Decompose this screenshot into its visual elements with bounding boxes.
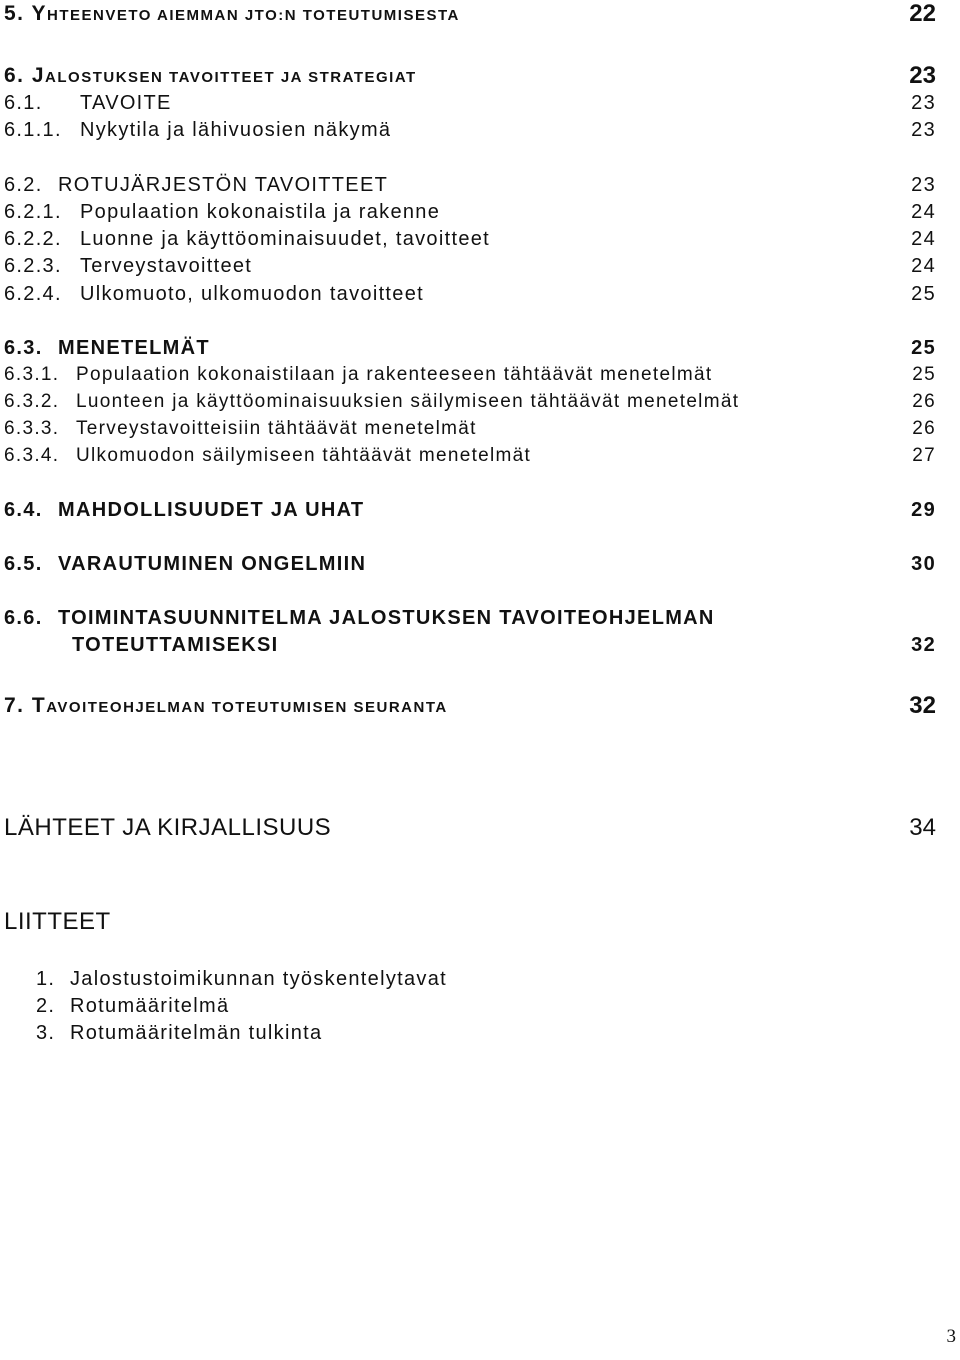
appendix-item	[0, 1019, 960, 1047]
toc-entry-6-3-1	[0, 361, 960, 389]
toc-entry-title: Luonteen ja käyttöominaisuuksien säilymiseen tähtäävät menetelmät	[76, 391, 740, 412]
toc-entry-6-3-3	[0, 415, 960, 443]
toc-entry-page: 26	[912, 418, 936, 439]
toc-entry-6-3-2	[0, 388, 960, 416]
toc-entry-6-6	[0, 604, 960, 632]
toc-entry-title: MENETELMÄT	[58, 337, 210, 359]
toc-entry-title: ROTUJÄRJESTÖN TAVOITTEET	[58, 174, 389, 196]
toc-entry-page: 24	[911, 228, 936, 250]
toc-entry-page: 30	[911, 553, 936, 575]
toc-entry-references	[0, 814, 960, 842]
toc-entry-title: Populaation kokonaistila ja rakenne	[80, 201, 441, 223]
toc-entry-title: Ulkomuoto, ulkomuodon tavoitteet	[80, 283, 424, 305]
toc-entry-6-6-cont	[0, 631, 960, 659]
toc-entry-title: VARAUTUMINEN ONGELMIIN	[58, 553, 367, 575]
toc-entry-number: 6.2.1.	[4, 201, 62, 223]
toc-entry-7	[0, 692, 960, 720]
toc-entry-title: LÄHTEET JA KIRJALLISUUS	[4, 814, 332, 841]
toc-entry-page: 23	[911, 119, 936, 141]
toc-entry-title-cont: TOTEUTTAMISEKSI	[72, 634, 279, 656]
toc-entry-page: 24	[911, 201, 936, 223]
appendix-item	[0, 965, 960, 993]
toc-entry-6	[0, 62, 960, 90]
toc-entry-page: 23	[911, 174, 936, 196]
toc-entry-appendices	[0, 908, 960, 936]
page-number: 3	[946, 1326, 956, 1347]
toc-entry-number: 6.2.	[4, 174, 43, 196]
toc-entry-6-2-1	[0, 198, 960, 226]
toc-entry-number: 6.3.4.	[4, 445, 60, 466]
toc-entry-number: 6.2.3.	[4, 255, 62, 277]
toc-entry-number: 6.5.	[4, 553, 43, 575]
toc-entry-page: 26	[912, 391, 936, 412]
toc-entry-6-1-1	[0, 116, 960, 144]
toc-entry-number: 6.3.	[4, 337, 43, 359]
toc-entry-page: 23	[909, 62, 936, 89]
toc-entry-page: 32	[909, 692, 936, 719]
toc-entry-number: 6.1.	[4, 92, 43, 114]
toc-entry-6-2-2	[0, 225, 960, 253]
toc-entry-6-2	[0, 171, 960, 199]
toc-entry-page: 25	[912, 364, 936, 385]
toc-entry-title: TAVOITE	[80, 92, 172, 114]
toc-entry-title: Terveystavoitteet	[80, 255, 253, 277]
toc-entry-title: MAHDOLLISUUDET JA UHAT	[58, 499, 365, 521]
toc-entry-number: 6.6.	[4, 607, 43, 629]
toc-entry-number: 6.1.1.	[4, 119, 62, 141]
appendix-number: 3.	[36, 1022, 56, 1044]
toc-entry-page: 29	[911, 499, 936, 521]
toc-entry-6-3-4	[0, 442, 960, 470]
toc-entry-6-1	[0, 89, 960, 117]
toc-entry-number: 6.3.2.	[4, 391, 60, 412]
toc-entry-6-2-4	[0, 280, 960, 308]
appendix-title: Rotumääritelmän tulkinta	[70, 1022, 323, 1044]
toc-entry-page: 25	[911, 283, 936, 305]
toc-entry-title: LIITTEET	[4, 908, 111, 935]
toc-entry-title: Ulkomuodon säilymiseen tähtäävät menetelmät	[76, 445, 532, 466]
toc-entry-number: 6.2.4.	[4, 283, 62, 305]
appendix-number: 1.	[36, 968, 56, 990]
toc-entry-number: 6.4.	[4, 499, 43, 521]
toc-entry-page: 22	[909, 0, 936, 27]
toc-entry-number: 6.3.1.	[4, 364, 60, 385]
toc-entry-page: 23	[911, 92, 936, 114]
toc-entry-6-2-3	[0, 252, 960, 280]
toc-entry-title: 5. YHTEENVETO AIEMMAN JTO:N TOTEUTUMISESTA	[4, 2, 460, 25]
toc-entry-title: Terveystavoitteisiin tähtäävät menetelmät	[76, 418, 477, 439]
appendix-item	[0, 992, 960, 1020]
appendix-number: 2.	[36, 995, 56, 1017]
toc-entry-number: 6.3.3.	[4, 418, 60, 439]
toc-entry-title: Luonne ja käyttöominaisuudet, tavoitteet	[80, 228, 491, 250]
toc-entry-page: 32	[911, 634, 936, 656]
toc-entry-title: Nykytila ja lähivuosien näkymä	[80, 119, 392, 141]
toc-entry-6-3	[0, 334, 960, 362]
toc-entry-title: 6. JALOSTUKSEN TAVOITTEET JA STRATEGIAT	[4, 64, 417, 87]
toc-entry-title: Populaation kokonaistilaan ja rakenteeseen tähtäävät menetelmät	[76, 364, 713, 385]
toc-entry-page: 27	[912, 445, 936, 466]
toc-entry-page: 34	[909, 814, 936, 841]
toc-entry-6-5	[0, 550, 960, 578]
toc-entry-title: 7. TAVOITEOHJELMAN TOTEUTUMISEN SEURANTA	[4, 694, 448, 717]
appendix-title: Rotumääritelmä	[70, 995, 230, 1017]
appendix-title: Jalostustoimikunnan työskentelytavat	[70, 968, 447, 990]
toc-entry-page: 24	[911, 255, 936, 277]
toc-entry-number: 6.2.2.	[4, 228, 62, 250]
toc-entry-title: TOIMINTASUUNNITELMA JALOSTUKSEN TAVOITEOHJELMAN	[58, 607, 715, 629]
toc-entry-5	[0, 0, 960, 28]
toc-entry-page: 25	[911, 337, 936, 359]
toc-entry-6-4	[0, 496, 960, 524]
